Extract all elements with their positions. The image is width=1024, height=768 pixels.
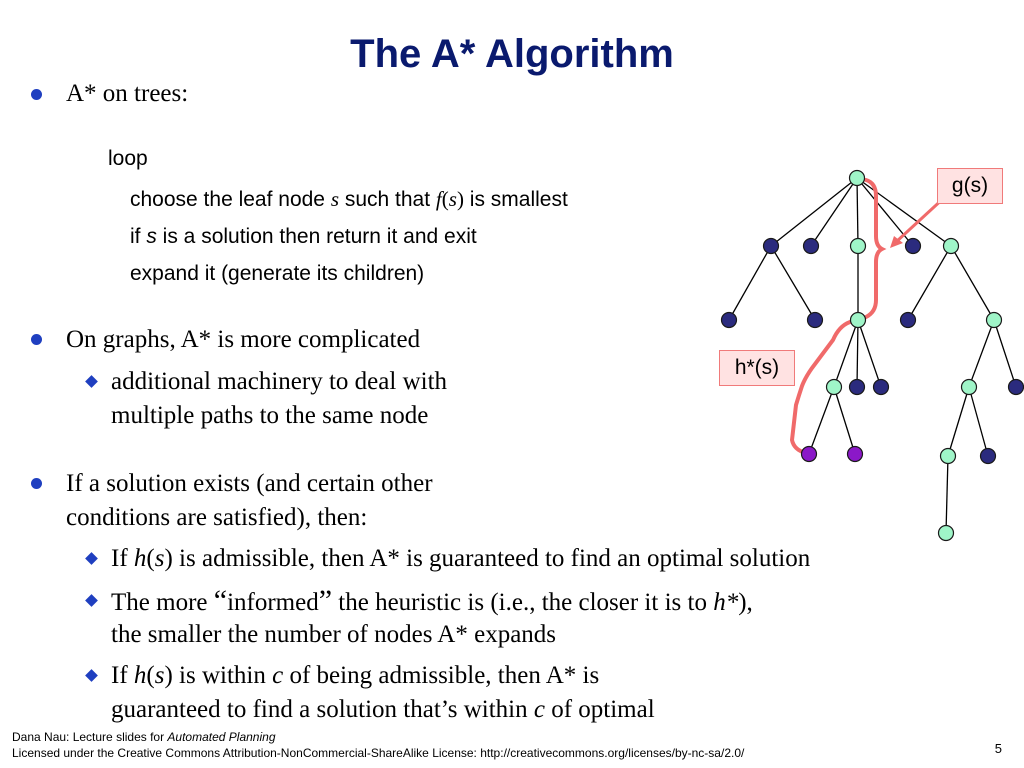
h-label-box: h*(s) (719, 350, 795, 386)
tree-node-n9 (901, 313, 916, 328)
footer-license: Licensed under the Creative Commons Attribution-NonCommercial-ShareAlike License: http://creativecommons.org/licenses/by-nc-sa/2.0/ (12, 746, 745, 760)
tree-node-n1 (764, 239, 779, 254)
tree-edge (809, 387, 834, 454)
bullet-solution-line1: If a solution exists (and certain other (66, 470, 433, 497)
graphs-sub-line1: additional machinery to deal with (111, 368, 448, 395)
code-loop: loop (108, 147, 148, 170)
tree-node-n6 (722, 313, 737, 328)
tree-node-n7 (808, 313, 823, 328)
sub-bullet-informed: The more “informed” the heuristic is (i.e., the closer it is to h*), (111, 584, 753, 617)
tree-edge (729, 246, 771, 320)
tree-node-root (850, 171, 865, 186)
tree-node-n17 (848, 447, 863, 462)
tree-node-n18 (941, 449, 956, 464)
bullet-graphs: On graphs, A* is more complicated (66, 326, 421, 353)
tree-edge (811, 178, 857, 246)
graphs-sub-line2: multiple paths to the same node (111, 402, 429, 429)
tree-edge (771, 246, 815, 320)
tree-node-n8 (851, 313, 866, 328)
code-line-choose: choose the leaf node s such that f(s) is smallest (130, 187, 568, 211)
tree-edge (857, 320, 858, 387)
tree-node-n11 (827, 380, 842, 395)
footer-credit: Dana Nau: Lecture slides for Automated Planning (12, 730, 276, 744)
tree-edge (969, 320, 994, 387)
tree-edge (771, 178, 857, 246)
g-path-bracket (866, 180, 882, 317)
sub-bullet-within-c: If h(s) is within c of being admissible, then A* is (111, 662, 600, 689)
g-label-box: g(s) (937, 168, 1003, 204)
tree-edge (857, 178, 858, 246)
tree-node-n20 (939, 526, 954, 541)
tree-node-n3 (851, 239, 866, 254)
slide-title: The A* Algorithm (350, 32, 674, 76)
tree-node-n2 (804, 239, 819, 254)
tree-node-n12 (850, 380, 865, 395)
tree-edge (908, 246, 951, 320)
tree-node-n15 (1009, 380, 1024, 395)
code-line-expand: expand it (generate its children) (130, 262, 425, 285)
tree-node-n5 (944, 239, 959, 254)
tree-edge (948, 387, 969, 456)
tree-node-n4 (906, 239, 921, 254)
tree-node-n10 (987, 313, 1002, 328)
tree-edge (994, 320, 1016, 387)
tree-edge (951, 246, 994, 320)
tree-node-n13 (874, 380, 889, 395)
tree-edge (834, 387, 855, 454)
bullet-solution-line2: conditions are satisfied), then: (66, 504, 368, 531)
tree-node-n16 (802, 447, 817, 462)
sub-bullet-informed-line2: the smaller the number of nodes A* expands (111, 621, 557, 648)
tree-edge (969, 387, 988, 456)
tree-edge (858, 320, 881, 387)
tree-node-n19 (981, 449, 996, 464)
page-number: 5 (994, 741, 1002, 756)
tree-edge (946, 456, 948, 533)
code-line-if: if s is a solution then return it and exit (130, 225, 477, 248)
tree-node-n14 (962, 380, 977, 395)
bullet-a-star-trees: A* on trees: (66, 80, 189, 107)
sub-bullet-admissible: If h(s) is admissible, then A* is guaranteed to find an optimal solution (111, 545, 811, 572)
sub-bullet-within-c-line2: guaranteed to find a solution that’s within c of optimal (111, 696, 655, 723)
